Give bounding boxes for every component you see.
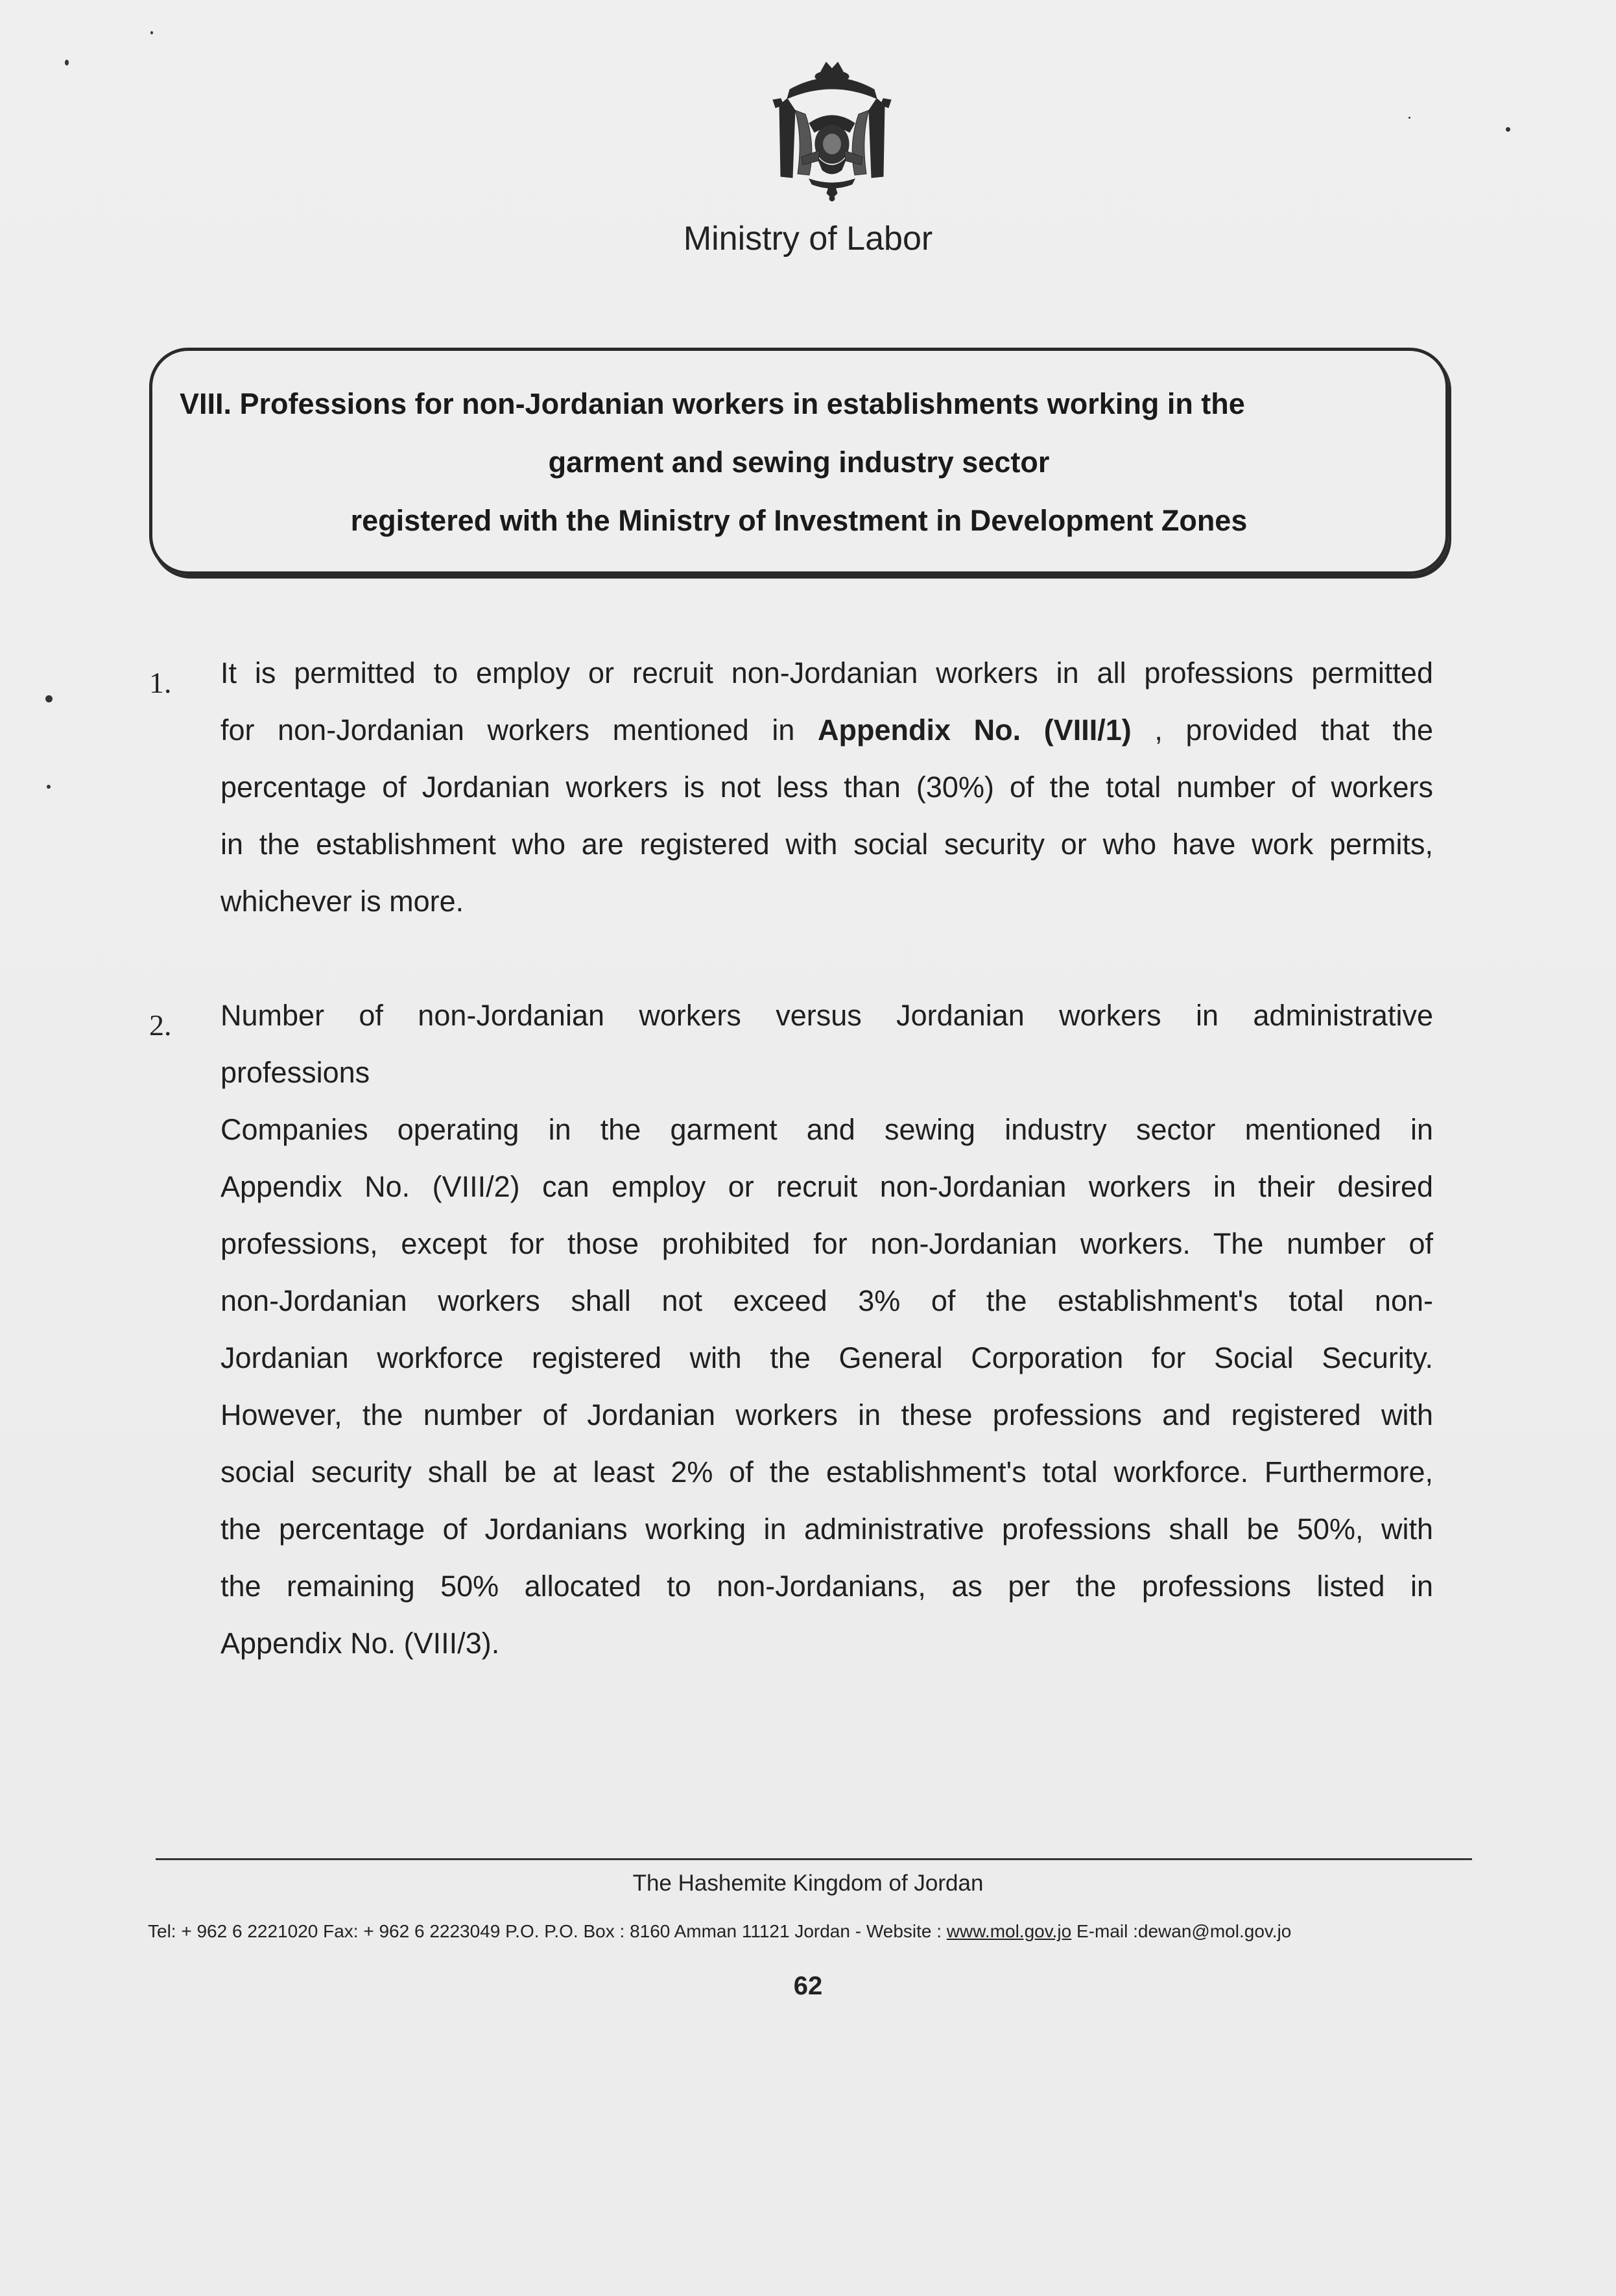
- section-title-box: [149, 348, 1449, 575]
- appendix-reference: Appendix No. (VIII/1): [818, 713, 1132, 747]
- item-line: Number of non-Jordanian workers versus Jordanian workers in administrative: [220, 999, 1433, 1032]
- footer-contact-email: E-mail :dewan@mol.gov.jo: [1071, 1921, 1292, 1941]
- item-line: professions, except for those prohibited for non-Jordanian workers. The number of: [220, 1227, 1433, 1260]
- footer-contact-prefix: Tel: + 962 6 2221020 Fax: + 962 6 2223049 P.O. P.O. Box : 8160 Amman 11121 Jordan - Website :: [148, 1921, 947, 1941]
- scan-speck: [45, 695, 53, 702]
- scan-speck: [1408, 117, 1410, 119]
- ministry-name: Ministry of Labor: [683, 220, 933, 257]
- item-line: professions: [220, 1056, 370, 1089]
- section-title-line-1: VIII. Professions for non-Jordanian workers in establishments working in the: [180, 387, 1245, 420]
- scan-speck: [65, 60, 69, 66]
- item-line: It is permitted to employ or recruit non-Jordanian workers in all professions permitted: [220, 656, 1433, 689]
- coat-of-arms-icon: [764, 60, 900, 202]
- section-title-line-2: garment and sewing industry sector: [548, 446, 1050, 479]
- item-line: Appendix No. (VIII/3).: [220, 1627, 500, 1660]
- item-number: 2.: [149, 1009, 172, 1042]
- footer-country: The Hashemite Kingdom of Jordan: [632, 1871, 984, 1896]
- item-line: in the establishment who are registered with social security or who have work permits,: [220, 828, 1433, 861]
- item-line: However, the number of Jordanian workers in these professions and registered with: [220, 1398, 1433, 1431]
- item-line: whichever is more.: [220, 885, 464, 918]
- footer-website-link[interactable]: www.mol.gov.jo: [946, 1921, 1072, 1941]
- scan-speck: [150, 31, 153, 34]
- footer-divider: [156, 1858, 1472, 1860]
- scan-speck: [1506, 127, 1510, 132]
- section-title-line-3: registered with the Ministry of Investment in Development Zones: [350, 504, 1248, 537]
- item-line: non-Jordanian workers shall not exceed 3% of the establishment's total non-: [220, 1284, 1433, 1317]
- item-line: Companies operating in the garment and sewing industry sector mentioned in: [220, 1113, 1433, 1146]
- item-line: Appendix No. (VIII/2) can employ or recruit non-Jordanian workers in their desired: [220, 1170, 1433, 1203]
- item-line: for non-Jordanian workers mentioned in Appendix No. (VIII/1) , provided that the: [220, 713, 1433, 747]
- item-line: percentage of Jordanian workers is not less than (30%) of the total number of workers: [220, 771, 1433, 804]
- item-line: the remaining 50% allocated to non-Jordanians, as per the professions listed in: [220, 1570, 1433, 1603]
- item-line: social security shall be at least 2% of the establishment's total workforce. Furthermore,: [220, 1455, 1433, 1489]
- item-number: 1.: [149, 666, 172, 699]
- item-line: Jordanian workforce registered with the General Corporation for Social Security.: [220, 1341, 1433, 1374]
- scan-speck: [47, 785, 51, 789]
- item-line: the percentage of Jordanians working in administrative professions shall be 50%, with: [220, 1513, 1433, 1546]
- page-number: 62: [793, 1972, 823, 2000]
- footer-contact-line: [148, 1921, 1445, 1942]
